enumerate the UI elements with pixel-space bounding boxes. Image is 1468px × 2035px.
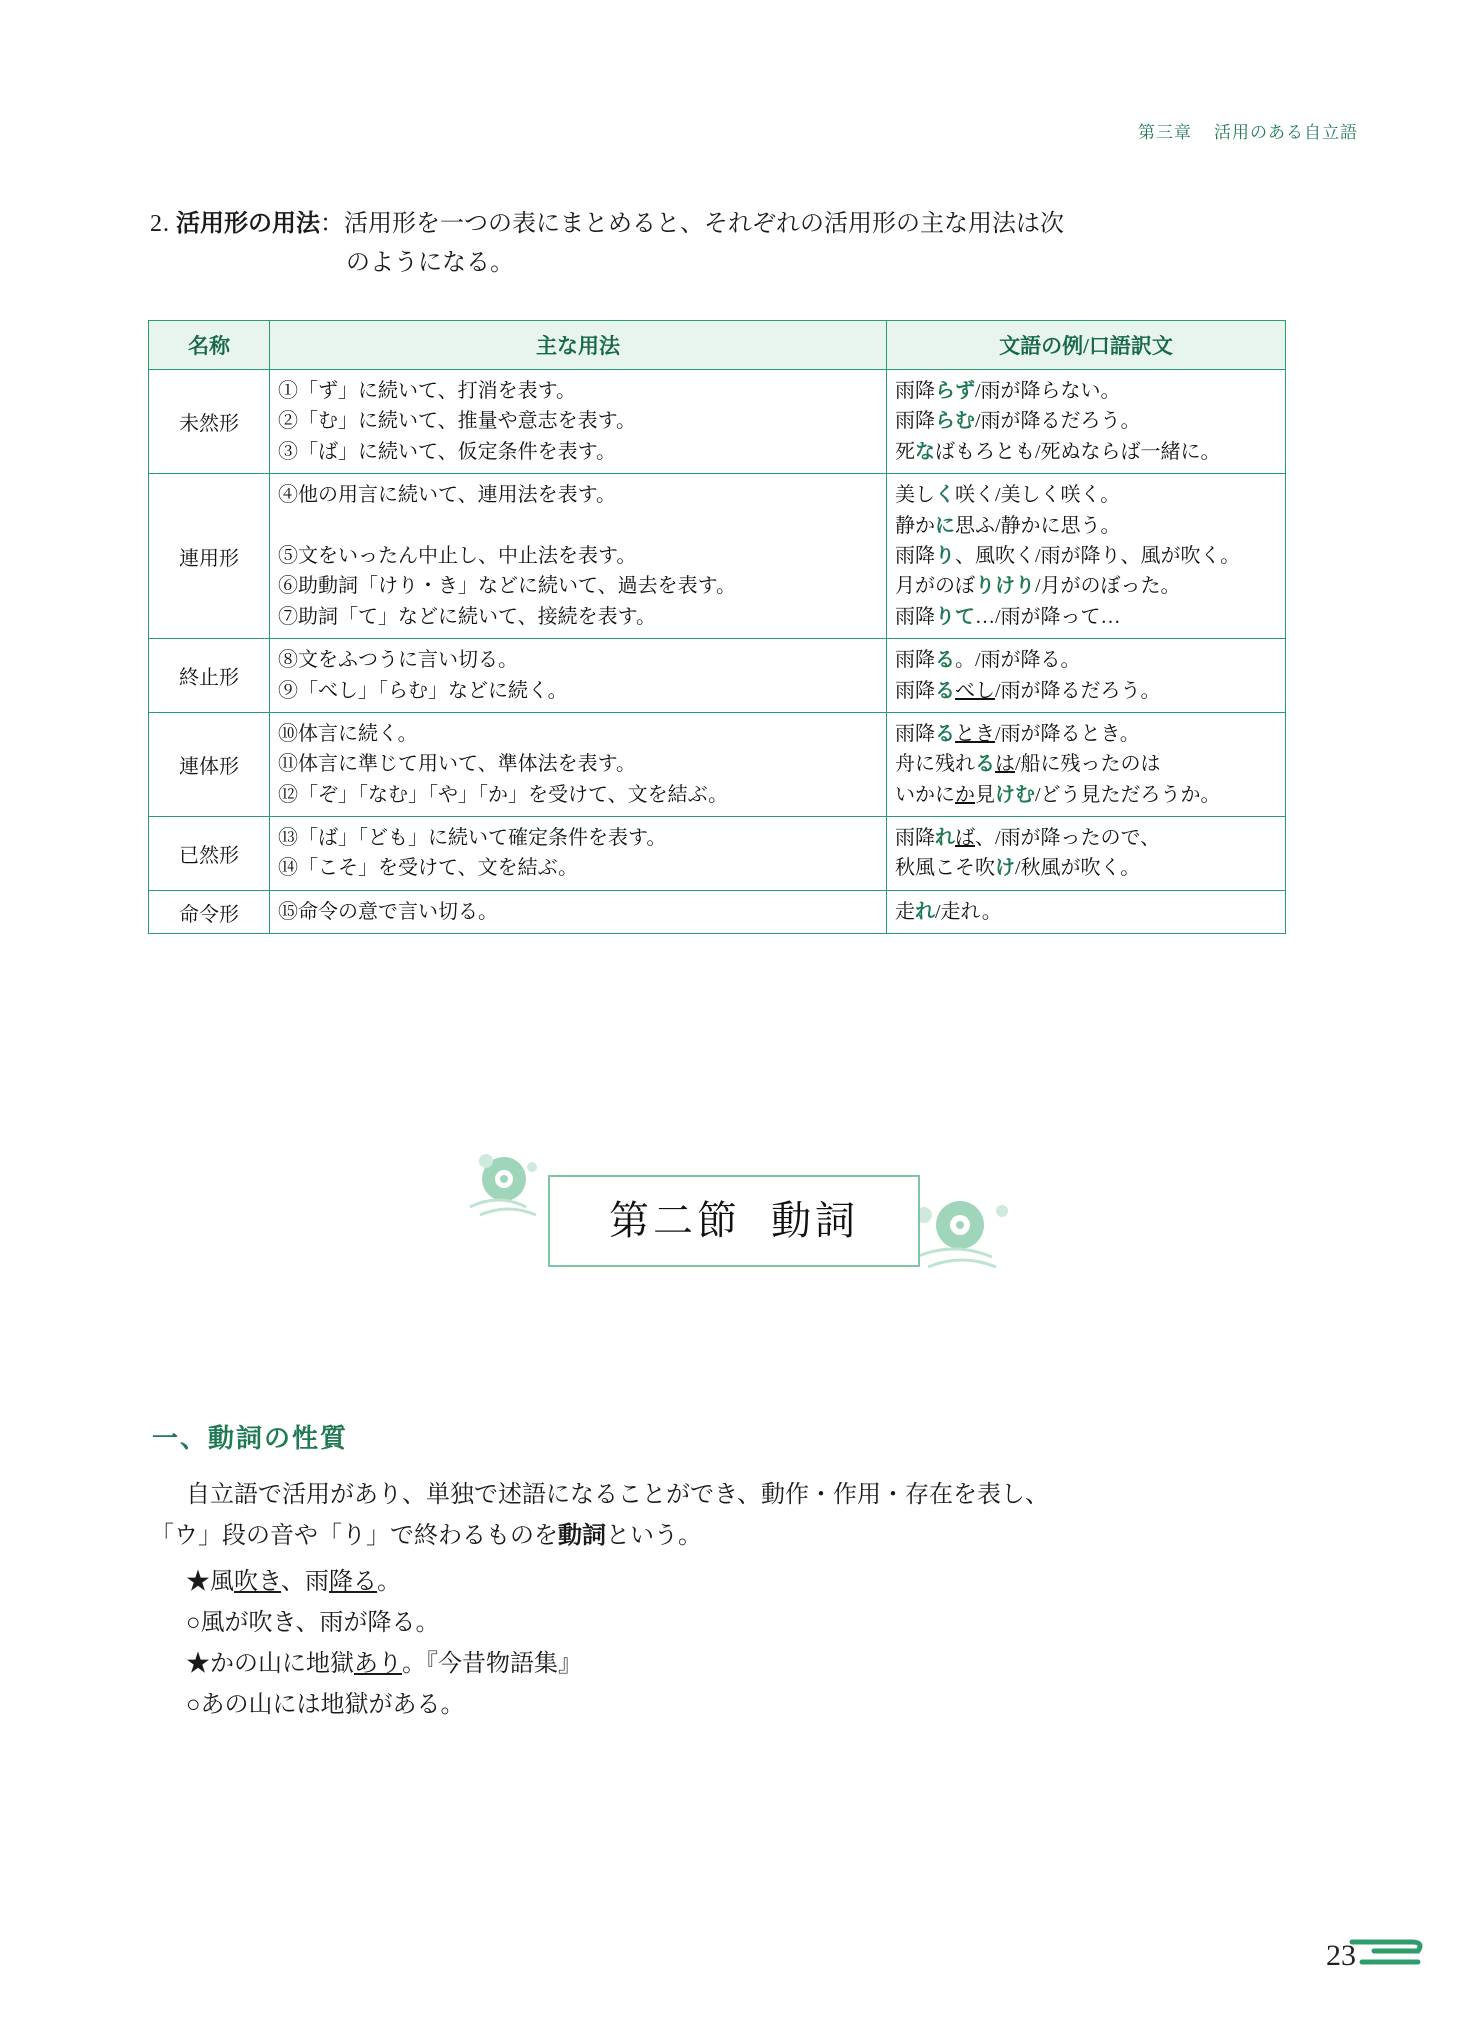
row-example — [887, 817, 1286, 891]
row-name: 未然形 — [149, 370, 270, 474]
usage-line: ⑦助詞「て」などに続いて、接続を表す。 — [278, 605, 656, 628]
row-example — [887, 370, 1286, 474]
usage-line: ⑬「ば」「ども」に続いて確定条件を表す。 — [278, 827, 667, 850]
row-usage — [270, 474, 887, 639]
row-name: 連体形 — [149, 712, 270, 816]
table-header-row — [149, 321, 1286, 370]
example-line: 雨降らず/雨が降らない。 — [895, 380, 1121, 402]
example-line: 静かに思ふ/静かに思う。 — [895, 514, 1121, 537]
usage-line: ⑥助動詞「けり・き」などに続いて、過去を表す。 — [278, 575, 736, 598]
usage-line: ⑪体言に準じて用いて、準体法を表す。 — [278, 753, 636, 776]
section-heading: 一、動詞の性質 — [152, 1424, 349, 1453]
row-name: 終止形 — [149, 639, 270, 713]
example-line: 雨降れば、/雨が降ったので、 — [895, 827, 1161, 850]
usage-line: ⑤文をいったん中止し、中止法を表す。 — [278, 544, 637, 567]
usage-line: ①「ず」に続いて、打消を表す。 — [278, 380, 576, 402]
body-paragraph-line2-a: 「ウ」段の音や「り」で終わるものを — [150, 1523, 558, 1550]
list-item: ○あの山には地獄がある。 — [186, 1692, 465, 1719]
intro-heading: 活用形の用法 — [176, 211, 320, 237]
row-usage — [270, 639, 887, 713]
row-example — [887, 639, 1286, 713]
row-example — [887, 474, 1286, 639]
row-name: 已然形 — [149, 817, 270, 891]
row-example — [887, 890, 1286, 933]
row-usage — [270, 817, 887, 891]
intro-line2: のようになる。 — [346, 249, 514, 276]
col-header-example: 文語の例/口語訳文 — [887, 321, 1286, 370]
running-head — [1138, 118, 1358, 143]
example-line: 雨降るとき/雨が降るとき。 — [895, 722, 1140, 745]
body-paragraph-line1: 自立語で活用があり、単独で述語になることができ、動作・作用・存在を表し、 — [186, 1482, 1050, 1508]
intro-separator: ： — [320, 211, 344, 237]
usage-line: ④他の用言に続いて、連用法を表す。 — [278, 484, 616, 507]
example-sentence-list — [150, 1562, 1325, 1727]
col-header-usage: 主な用法 — [270, 321, 887, 370]
running-head-title: 活用のある自立語 — [1214, 123, 1358, 142]
section-banner-label-left: 第二節 — [609, 1198, 741, 1243]
example-line: 雨降るべし/雨が降るだろう。 — [895, 679, 1161, 702]
usage-line: ⑭「こそ」を受けて、文を結ぶ。 — [278, 857, 578, 880]
list-item: ○風が吹き、雨が降る。 — [186, 1609, 440, 1636]
body-paragraph-line2-b: という。 — [606, 1523, 702, 1550]
row-usage — [270, 370, 887, 474]
running-head-chapter: 第三章 — [1138, 123, 1192, 142]
usage-line: ③「ば」に続いて、仮定条件を表す。 — [278, 440, 616, 463]
body-paragraph-line2 — [150, 1516, 1325, 1557]
conjugation-table-wrapper — [148, 320, 1286, 934]
usage-line: ⑩体言に続く。 — [278, 722, 418, 745]
row-usage — [270, 890, 887, 933]
row-name: 連用形 — [149, 474, 270, 639]
section-banner — [0, 1145, 1468, 1305]
row-usage — [270, 712, 887, 816]
section-banner-title — [548, 1175, 920, 1267]
body-keyword: 動詞 — [558, 1523, 606, 1550]
example-line: 走れ/走れ。 — [895, 900, 1002, 923]
usage-line: ⑮命令の意で言い切る。 — [278, 900, 498, 923]
intro-paragraph — [150, 205, 1325, 283]
page-number: 23 — [1326, 1939, 1356, 1972]
table-row — [149, 890, 1286, 933]
example-line: 秋風こそ吹け/秋風が吹く。 — [895, 857, 1141, 880]
example-line: 舟に残れるは/船に残ったのは — [895, 753, 1161, 776]
usage-line: ⑫「ぞ」「なむ」「や」「か」を受けて、文を結ぶ。 — [278, 783, 728, 806]
table-row — [149, 817, 1286, 891]
usage-line: ②「む」に続いて、推量や意志を表す。 — [278, 410, 636, 433]
table-row — [149, 370, 1286, 474]
footer-decoration-icon — [1346, 1932, 1432, 1977]
example-line: 雨降り、風吹く/雨が降り、風が吹く。 — [895, 544, 1241, 567]
flower-decoration-right-icon — [902, 1193, 1022, 1283]
list-item: ★風吹き、雨降る。 — [186, 1568, 402, 1595]
table-row — [149, 639, 1286, 713]
example-line: 雨降らむ/雨が降るだろう。 — [895, 410, 1141, 433]
col-header-name: 名称 — [149, 321, 270, 370]
example-line: 雨降る。/雨が降る。 — [895, 649, 1081, 672]
usage-line: ⑧文をふつうに言い切る。 — [278, 649, 518, 672]
example-line: 美しく咲く/美しく咲く。 — [895, 484, 1121, 507]
usage-line: ⑨「べし」「らむ」などに続く。 — [278, 679, 568, 702]
table-row — [149, 712, 1286, 816]
example-line: 死なばもろとも/死ぬならば一緒に。 — [895, 440, 1221, 463]
example-line: 雨降りて…/雨が降って… — [895, 605, 1121, 628]
section-body — [150, 1475, 1325, 1727]
example-line: いかにか見けむ/どう見ただろうか。 — [895, 783, 1221, 806]
intro-number: 2. — [150, 211, 170, 237]
row-example — [887, 712, 1286, 816]
list-item: ★かの山に地獄あり。『今昔物語集』 — [186, 1651, 582, 1678]
section-banner-label-right: 動詞 — [771, 1198, 859, 1243]
conjugation-table — [148, 320, 1286, 934]
row-name: 命令形 — [149, 890, 270, 933]
example-line: 月がのぼりけり/月がのぼった。 — [895, 575, 1181, 598]
table-row — [149, 474, 1286, 639]
usage-spacer — [278, 511, 878, 541]
intro-line1: 活用形を一つの表にまとめると、それぞれの活用形の主な用法は次 — [344, 211, 1064, 237]
